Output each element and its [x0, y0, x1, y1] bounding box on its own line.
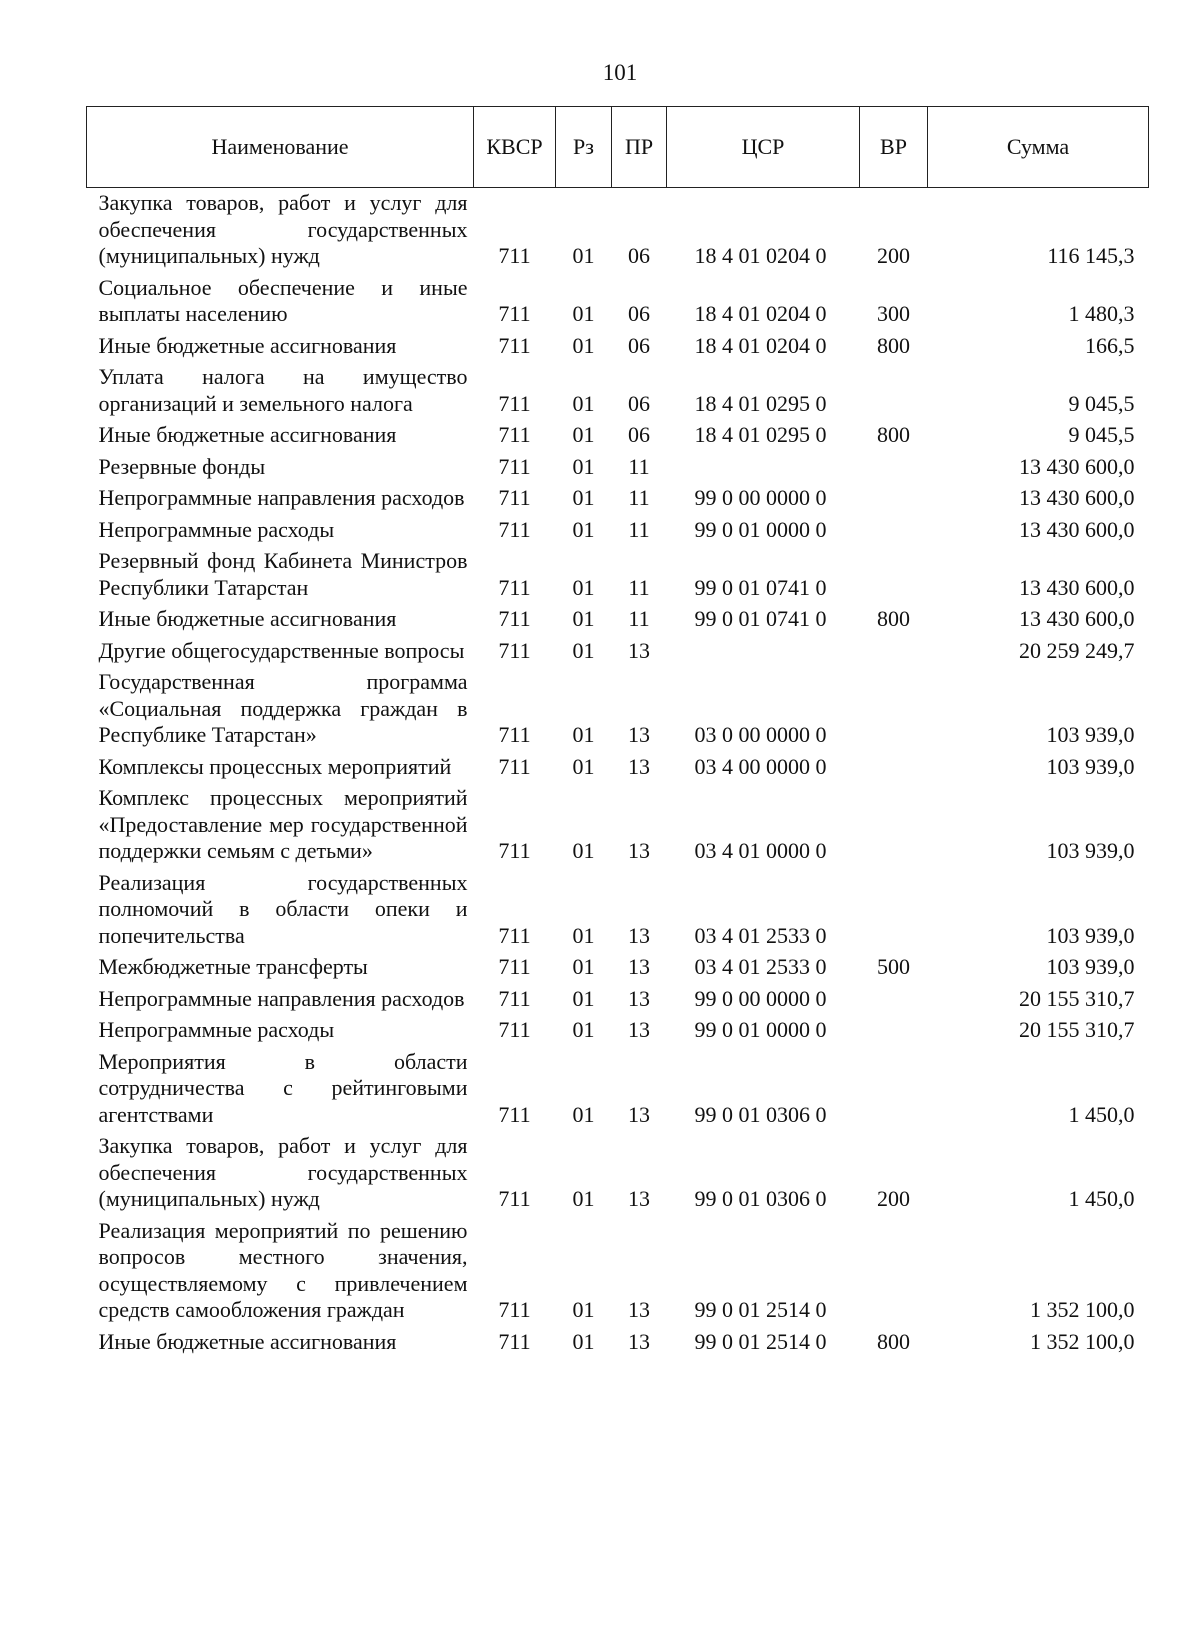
cell-name: Иные бюджетные ассигнования [98, 1328, 397, 1354]
cell-sum: 103 939,0 [1046, 954, 1135, 979]
cell-pr: 13 [628, 722, 650, 747]
cell-kvsr: 711 [498, 922, 531, 948]
cell-name: Резервные фонды [98, 453, 266, 479]
cell-csr: 03 4 01 0000 0 [694, 838, 827, 863]
cell-vr [860, 669, 928, 754]
cell-vr [860, 870, 928, 955]
cell-name: Закупка товаров, работ и услуг для обеспечения государственных (муниципальных) нужд [98, 1133, 468, 1211]
cell-pr: 11 [628, 516, 650, 542]
cell-kvsr: 711 [498, 753, 531, 779]
cell-pr: 13 [628, 985, 650, 1011]
cell-kvsr: 711 [498, 332, 531, 358]
table-row [87, 517, 1149, 549]
cell-name: Комплексы процессных мероприятий [98, 753, 452, 779]
cell-kvsr: 711 [498, 243, 531, 268]
cell-vr [860, 454, 928, 486]
cell-name: Государственная программа «Социальная поддержка граждан в Республике Татарстан» [98, 669, 468, 747]
cell-csr [667, 454, 860, 486]
cell-pr: 13 [628, 1186, 650, 1211]
cell-name: Межбюджетные трансферты [98, 954, 368, 979]
cell-sum: 116 145,3 [1047, 243, 1135, 268]
cell-rz: 01 [572, 637, 595, 663]
table-row [87, 333, 1149, 365]
table-row [87, 954, 1149, 986]
cell-pr: 11 [628, 574, 650, 600]
table-row [87, 870, 1149, 955]
cell-rz: 01 [572, 1101, 595, 1127]
cell-vr: 800 [877, 332, 910, 358]
cell-kvsr: 711 [498, 1017, 531, 1042]
cell-name: Непрограммные расходы [98, 1017, 335, 1042]
cell-csr: 99 0 01 0306 0 [694, 1186, 827, 1211]
cell-kvsr: 711 [498, 985, 531, 1011]
cell-vr: 800 [877, 1328, 910, 1354]
column-header-vr: ВР [860, 107, 928, 188]
table-row [87, 638, 1149, 670]
cell-csr: 99 0 01 0741 0 [694, 606, 827, 631]
cell-csr: 03 4 01 2533 0 [694, 922, 827, 948]
cell-name: Иные бюджетные ассигнования [98, 422, 397, 447]
cell-rz: 01 [572, 301, 595, 326]
cell-sum: 166,5 [1085, 332, 1135, 358]
cell-csr: 99 0 01 0741 0 [694, 574, 827, 600]
cell-kvsr: 711 [498, 485, 531, 510]
cell-sum: 13 430 600,0 [1019, 606, 1135, 631]
cell-vr: 800 [877, 422, 910, 447]
cell-pr: 13 [628, 922, 650, 948]
cell-name: Другие общегосударственные вопросы [98, 637, 465, 663]
cell-csr: 99 0 01 0306 0 [694, 1101, 827, 1127]
cell-vr [860, 1218, 928, 1329]
cell-pr: 11 [628, 606, 650, 631]
cell-sum: 1 480,3 [1068, 301, 1135, 326]
cell-rz: 01 [572, 1186, 595, 1211]
table-row [87, 1017, 1149, 1049]
table-row [87, 275, 1149, 333]
column-header-kvsr: КВСР [474, 107, 556, 188]
cell-kvsr: 711 [498, 516, 531, 542]
table-row [87, 785, 1149, 870]
cell-csr: 99 0 01 2514 0 [694, 1297, 827, 1322]
cell-name: Резервный фонд Кабинета Министров Республики Татарстан [98, 548, 468, 600]
cell-sum: 13 430 600,0 [1019, 574, 1135, 600]
cell-kvsr: 711 [498, 954, 531, 979]
cell-rz: 01 [572, 516, 595, 542]
cell-vr: 200 [877, 243, 910, 268]
cell-rz: 01 [572, 753, 595, 779]
cell-pr: 13 [628, 637, 650, 663]
cell-kvsr: 711 [498, 606, 531, 631]
cell-rz: 01 [572, 1328, 595, 1354]
cell-name: Реализация государственных полномочий в области опеки и попечительства [98, 869, 468, 948]
cell-rz: 01 [572, 606, 595, 631]
table-row [87, 754, 1149, 786]
cell-vr [860, 785, 928, 870]
cell-vr [860, 986, 928, 1018]
cell-kvsr: 711 [498, 301, 531, 326]
cell-sum: 1 352 100,0 [1030, 1297, 1135, 1322]
table-row [87, 1218, 1149, 1329]
cell-sum: 20 155 310,7 [1019, 1017, 1135, 1042]
table-row [87, 1329, 1149, 1361]
cell-rz: 01 [572, 485, 595, 510]
cell-name: Непрограммные направления расходов [98, 485, 465, 510]
cell-pr: 13 [628, 1297, 650, 1322]
cell-pr: 13 [628, 838, 650, 863]
cell-sum: 13 430 600,0 [1019, 485, 1135, 510]
cell-csr: 99 0 00 0000 0 [694, 985, 827, 1011]
cell-kvsr: 711 [498, 390, 531, 416]
cell-csr: 99 0 01 2514 0 [694, 1328, 827, 1354]
column-header-sum: Сумма [928, 107, 1149, 188]
cell-pr: 06 [628, 422, 650, 447]
cell-sum: 1 450,0 [1068, 1101, 1135, 1127]
cell-rz: 01 [572, 332, 595, 358]
table-row [87, 548, 1149, 606]
cell-csr: 18 4 01 0204 0 [694, 243, 827, 268]
cell-sum: 1 352 100,0 [1030, 1328, 1135, 1354]
cell-csr: 18 4 01 0295 0 [694, 390, 827, 416]
page-number: 101 [602, 60, 638, 85]
cell-kvsr: 711 [498, 574, 531, 600]
cell-rz: 01 [572, 453, 595, 479]
cell-vr [860, 485, 928, 517]
cell-pr: 13 [628, 1328, 650, 1354]
table-row [87, 1049, 1149, 1134]
cell-name: Социальное обеспечение и иные выплаты населению [98, 274, 468, 326]
cell-vr: 800 [877, 606, 910, 631]
cell-vr [860, 638, 928, 670]
cell-pr: 06 [628, 332, 650, 358]
cell-pr: 13 [628, 1017, 650, 1042]
cell-pr: 13 [628, 1101, 650, 1127]
cell-sum: 103 939,0 [1046, 838, 1135, 863]
cell-rz: 01 [572, 954, 595, 979]
cell-rz: 01 [572, 243, 595, 268]
table-row [87, 422, 1149, 454]
cell-pr: 13 [628, 954, 650, 979]
table-body [87, 188, 1149, 1361]
column-header-csr: ЦСР [667, 107, 860, 188]
cell-kvsr: 711 [498, 453, 531, 479]
table-header-row [87, 107, 1149, 188]
cell-csr: 03 4 00 0000 0 [694, 753, 827, 779]
cell-vr: 300 [877, 301, 910, 326]
cell-vr: 500 [877, 954, 910, 979]
cell-csr: 99 0 01 0000 0 [694, 1017, 827, 1042]
cell-name: Мероприятия в области сотрудничества с рейтинговыми агентствами [98, 1048, 468, 1127]
cell-rz: 01 [572, 390, 595, 416]
table-row [87, 986, 1149, 1018]
table-row [87, 364, 1149, 422]
cell-vr [860, 517, 928, 549]
table-row [87, 485, 1149, 517]
cell-sum: 103 939,0 [1046, 753, 1135, 779]
budget-table [86, 106, 1149, 1360]
cell-sum: 13 430 600,0 [1019, 516, 1135, 542]
cell-pr: 06 [628, 243, 650, 268]
cell-name: Комплекс процессных мероприятий «Предоставление мер государственной поддержки семьям с детьми» [98, 785, 468, 863]
cell-vr [860, 364, 928, 422]
cell-pr: 13 [628, 753, 650, 779]
cell-rz: 01 [572, 838, 595, 863]
cell-kvsr: 711 [498, 838, 531, 863]
cell-vr: 200 [877, 1186, 910, 1211]
column-header-name: Наименование [87, 107, 474, 188]
table-row [87, 454, 1149, 486]
cell-csr: 99 0 00 0000 0 [694, 485, 827, 510]
cell-csr: 18 4 01 0204 0 [694, 332, 827, 358]
cell-sum: 103 939,0 [1046, 722, 1135, 747]
cell-name: Реализация мероприятий по решению вопросов местного значения, осуществляемому с привлечением средств самообложения граждан [98, 1217, 468, 1322]
cell-csr [667, 638, 860, 670]
cell-csr: 18 4 01 0295 0 [694, 422, 827, 447]
cell-kvsr: 711 [498, 722, 531, 747]
cell-sum: 1 450,0 [1068, 1186, 1135, 1211]
cell-sum: 9 045,5 [1068, 422, 1135, 447]
cell-csr: 03 0 00 0000 0 [694, 722, 827, 747]
cell-rz: 01 [572, 574, 595, 600]
cell-rz: 01 [572, 1017, 595, 1042]
cell-name: Непрограммные направления расходов [98, 985, 465, 1011]
cell-rz: 01 [572, 922, 595, 948]
cell-kvsr: 711 [498, 1101, 531, 1127]
cell-rz: 01 [572, 985, 595, 1011]
cell-sum: 13 430 600,0 [1019, 453, 1135, 479]
cell-kvsr: 711 [498, 1186, 531, 1211]
cell-vr [860, 754, 928, 786]
cell-vr [860, 548, 928, 606]
cell-rz: 01 [572, 722, 595, 747]
cell-kvsr: 711 [498, 422, 531, 447]
cell-sum: 20 259 249,7 [1019, 637, 1135, 663]
cell-csr: 99 0 01 0000 0 [694, 516, 827, 542]
cell-name: Иные бюджетные ассигнования [98, 606, 397, 631]
table-row [87, 1133, 1149, 1218]
cell-vr [860, 1017, 928, 1049]
cell-name: Иные бюджетные ассигнования [98, 332, 397, 358]
cell-csr: 18 4 01 0204 0 [694, 301, 827, 326]
cell-name: Уплата налога на имущество организаций и земельного налога [98, 364, 468, 416]
cell-sum: 103 939,0 [1046, 922, 1135, 948]
table-row [87, 188, 1149, 275]
cell-kvsr: 711 [498, 1297, 531, 1322]
cell-sum: 9 045,5 [1068, 390, 1135, 416]
column-header-pr: ПР [612, 107, 667, 188]
cell-kvsr: 711 [498, 1328, 531, 1354]
cell-rz: 01 [572, 422, 595, 447]
cell-kvsr: 711 [498, 637, 531, 663]
cell-sum: 20 155 310,7 [1019, 985, 1135, 1011]
table-row [87, 669, 1149, 754]
column-header-rz: Рз [556, 107, 612, 188]
cell-pr: 11 [628, 485, 650, 510]
cell-pr: 06 [628, 390, 650, 416]
cell-name: Закупка товаров, работ и услуг для обеспечения государственных (муниципальных) нужд [98, 190, 468, 268]
cell-vr [860, 1049, 928, 1134]
table-row [87, 606, 1149, 638]
cell-pr: 11 [628, 453, 650, 479]
cell-rz: 01 [572, 1297, 595, 1322]
cell-name: Непрограммные расходы [98, 516, 335, 542]
cell-pr: 06 [628, 301, 650, 326]
cell-csr: 03 4 01 2533 0 [694, 954, 827, 979]
